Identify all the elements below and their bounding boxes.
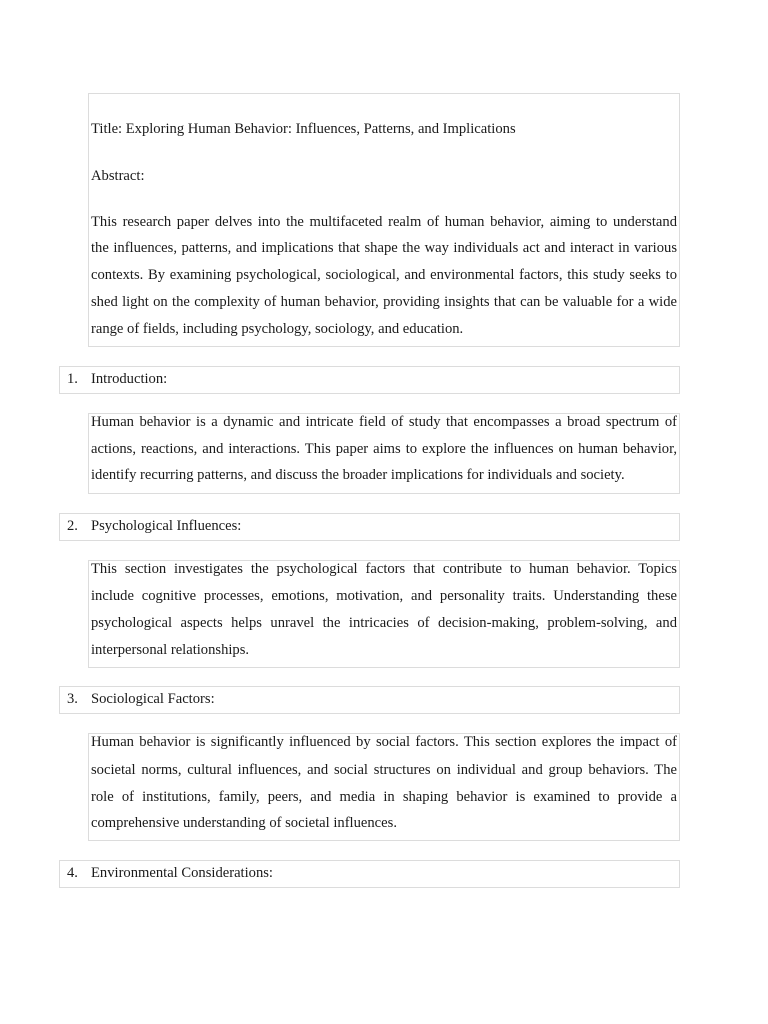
paragraph-line: Human behavior is significantly influenced by social factors. This section explores the impact of xyxy=(91,734,677,750)
paragraph-line: Human behavior is a dynamic and intricate field of study that encompasses a broad spectrum of xyxy=(91,414,677,430)
section-heading-sociological xyxy=(59,686,680,714)
paragraph-line: This section investigates the psychological factors that contribute to human behavior. Topics xyxy=(91,561,677,577)
paragraph-line: actions, reactions, and interactions. This paper aims to explore the influences on human behavior, xyxy=(91,441,677,457)
abstract-line: This research paper delves into the multifaceted realm of human behavior, aiming to understand xyxy=(91,214,677,230)
section-heading-psychological xyxy=(59,513,680,541)
section-heading-introduction xyxy=(59,366,680,394)
abstract-line: the influences, patterns, and implications that shape the way individuals act and interact in various xyxy=(91,240,677,256)
paragraph-line: societal norms, cultural influences, and social structures on individual and group behaviors. The xyxy=(91,762,677,778)
abstract-line: shed light on the complexity of human behavior, providing insights that can be valuable for a wide xyxy=(91,294,677,310)
paragraph-line: role of institutions, family, peers, and media in shaping behavior is examined to provide a xyxy=(91,789,677,805)
section-number: 2. xyxy=(67,518,78,534)
paragraph-line: include cognitive processes, emotions, motivation, and personality traits. Understanding these xyxy=(91,588,677,604)
section-heading-text: Sociological Factors: xyxy=(91,691,215,707)
document-title: Title: Exploring Human Behavior: Influences, Patterns, and Implications xyxy=(91,121,516,137)
abstract-line: contexts. By examining psychological, sociological, and environmental factors, this study seeks to xyxy=(91,267,677,283)
section-heading-text: Introduction: xyxy=(91,371,168,387)
section-heading-text: Psychological Influences: xyxy=(91,518,242,534)
abstract-label: Abstract: xyxy=(91,168,145,184)
section-number: 1. xyxy=(67,371,78,387)
section-body-introduction xyxy=(88,413,680,494)
paragraph-line: identify recurring patterns, and discuss the broader implications for individuals and society. xyxy=(91,467,625,483)
section-body-psychological xyxy=(88,560,680,668)
section-heading-text: Environmental Considerations: xyxy=(91,865,273,881)
paragraph-line: comprehensive understanding of societal influences. xyxy=(91,815,397,831)
section-body-sociological xyxy=(88,733,680,841)
abstract-block xyxy=(88,93,680,347)
paragraph-line: psychological aspects helps unravel the intricacies of decision-making, problem-solving, and xyxy=(91,615,677,631)
section-number: 3. xyxy=(67,691,78,707)
section-heading-environmental xyxy=(59,860,680,888)
paragraph-line: interpersonal relationships. xyxy=(91,642,250,658)
abstract-line: range of fields, including psychology, sociology, and education. xyxy=(91,321,464,337)
section-number: 4. xyxy=(67,865,78,881)
